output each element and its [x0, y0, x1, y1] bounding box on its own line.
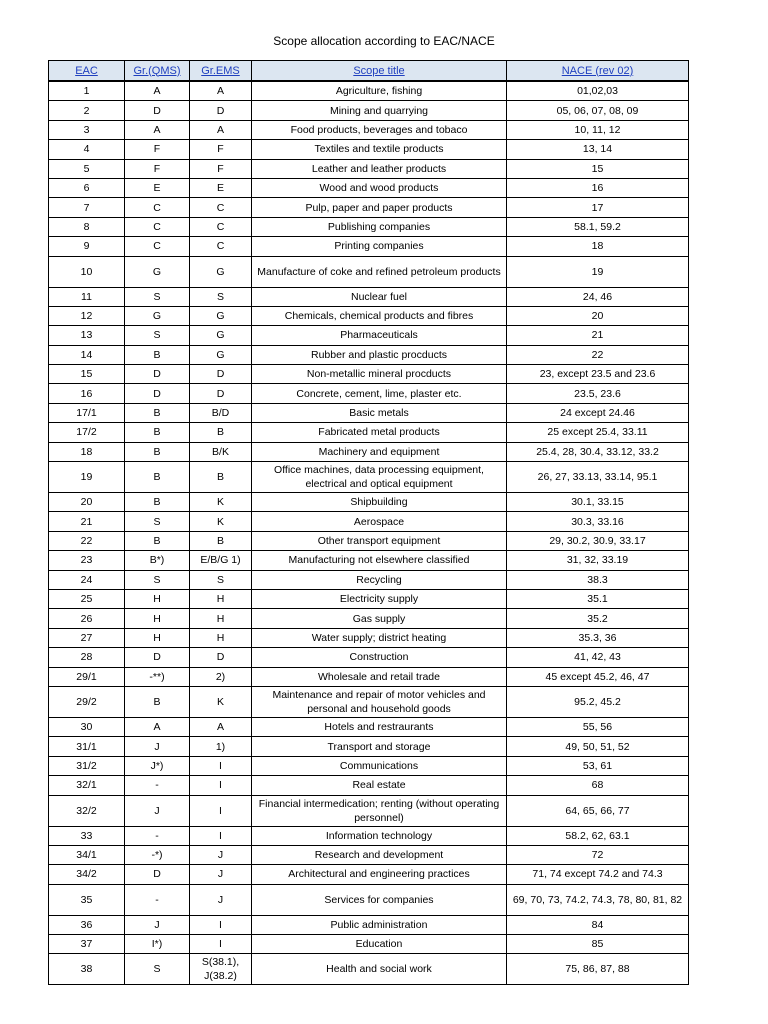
cell-gr-ems: F — [190, 140, 252, 159]
cell-eac: 21 — [49, 512, 125, 531]
cell-gr-ems: I — [190, 756, 252, 775]
cell-eac: 34/1 — [49, 845, 125, 864]
cell-scope-title: Public administration — [252, 915, 507, 934]
cell-scope-title: Machinery and equipment — [252, 442, 507, 461]
table-row — [49, 81, 689, 101]
table-row — [49, 954, 689, 985]
table-row — [49, 865, 689, 884]
cell-nace: 16 — [507, 178, 689, 197]
page-title: Scope allocation according to EAC/NACE — [273, 34, 495, 48]
cell-nace: 24 except 24.46 — [507, 403, 689, 422]
header-eac[interactable]: EAC — [49, 61, 125, 82]
cell-scope-title: Transport and storage — [252, 737, 507, 756]
cell-gr-ems: S — [190, 570, 252, 589]
cell-nace: 35.2 — [507, 609, 689, 628]
cell-gr-ems: C — [190, 217, 252, 236]
cell-gr-qms: B — [125, 442, 190, 461]
cell-gr-qms: - — [125, 884, 190, 915]
cell-gr-ems: F — [190, 159, 252, 178]
table-row — [49, 365, 689, 384]
table-row — [49, 884, 689, 915]
cell-eac: 5 — [49, 159, 125, 178]
cell-gr-qms: C — [125, 237, 190, 256]
table-row — [49, 795, 689, 826]
table-row — [49, 551, 689, 570]
cell-gr-qms: H — [125, 589, 190, 608]
cell-scope-title: Maintenance and repair of motor vehicles and personal and household goods — [252, 686, 507, 717]
cell-nace: 45 except 45.2, 46, 47 — [507, 667, 689, 686]
cell-gr-ems: C — [190, 198, 252, 217]
cell-gr-qms: B — [125, 345, 190, 364]
cell-gr-ems: J — [190, 884, 252, 915]
cell-eac: 13 — [49, 326, 125, 345]
cell-nace: 05, 06, 07, 08, 09 — [507, 101, 689, 120]
cell-gr-ems: H — [190, 609, 252, 628]
cell-gr-qms: -**) — [125, 667, 190, 686]
cell-nace: 25 except 25.4, 33.11 — [507, 423, 689, 442]
table-row — [49, 628, 689, 647]
cell-scope-title: Nuclear fuel — [252, 287, 507, 306]
cell-gr-ems: H — [190, 589, 252, 608]
cell-gr-ems: B — [190, 423, 252, 442]
table-row — [49, 531, 689, 550]
cell-scope-title: Research and development — [252, 845, 507, 864]
cell-gr-ems: G — [190, 256, 252, 287]
cell-gr-ems: B — [190, 531, 252, 550]
table-row — [49, 198, 689, 217]
cell-gr-qms: A — [125, 717, 190, 736]
table-row — [49, 326, 689, 345]
cell-eac: 31/1 — [49, 737, 125, 756]
cell-gr-ems: D — [190, 648, 252, 667]
cell-eac: 26 — [49, 609, 125, 628]
cell-eac: 38 — [49, 954, 125, 985]
cell-nace: 10, 11, 12 — [507, 120, 689, 139]
header-scope-title[interactable]: Scope title — [252, 61, 507, 82]
cell-eac: 20 — [49, 493, 125, 512]
table-row — [49, 159, 689, 178]
cell-nace: 21 — [507, 326, 689, 345]
cell-nace: 71, 74 except 74.2 and 74.3 — [507, 865, 689, 884]
cell-gr-ems: E/B/G 1) — [190, 551, 252, 570]
table-row — [49, 717, 689, 736]
cell-eac: 29/2 — [49, 686, 125, 717]
table-row — [49, 120, 689, 139]
cell-gr-ems: I — [190, 826, 252, 845]
cell-scope-title: Information technology — [252, 826, 507, 845]
cell-scope-title: Financial intermedication; renting (without operating personnel) — [252, 795, 507, 826]
cell-gr-qms: D — [125, 365, 190, 384]
cell-nace: 29, 30.2, 30.9, 33.17 — [507, 531, 689, 550]
cell-gr-qms: D — [125, 648, 190, 667]
cell-scope-title: Services for companies — [252, 884, 507, 915]
cell-gr-ems: K — [190, 512, 252, 531]
cell-eac: 25 — [49, 589, 125, 608]
cell-gr-ems: 2) — [190, 667, 252, 686]
cell-nace: 23.5, 23.6 — [507, 384, 689, 403]
cell-nace: 13, 14 — [507, 140, 689, 159]
cell-scope-title: Electricity supply — [252, 589, 507, 608]
cell-scope-title: Rubber and plastic procducts — [252, 345, 507, 364]
cell-gr-qms: F — [125, 159, 190, 178]
cell-gr-qms: H — [125, 609, 190, 628]
cell-gr-qms: B*) — [125, 551, 190, 570]
table-row — [49, 217, 689, 236]
cell-scope-title: Food products, beverages and tobaco — [252, 120, 507, 139]
cell-gr-qms: C — [125, 217, 190, 236]
header-gr-qms[interactable]: Gr.(QMS) — [125, 61, 190, 82]
cell-scope-title: Construction — [252, 648, 507, 667]
cell-gr-ems: S — [190, 287, 252, 306]
cell-eac: 7 — [49, 198, 125, 217]
cell-eac: 11 — [49, 287, 125, 306]
cell-gr-qms: -*) — [125, 845, 190, 864]
cell-gr-ems: D — [190, 384, 252, 403]
cell-gr-ems: S(38.1), J(38.2) — [190, 954, 252, 985]
cell-gr-ems: K — [190, 686, 252, 717]
cell-nace: 20 — [507, 306, 689, 325]
table-row — [49, 686, 689, 717]
cell-gr-qms: B — [125, 686, 190, 717]
cell-gr-ems: I — [190, 935, 252, 954]
cell-gr-ems: K — [190, 493, 252, 512]
table-row — [49, 589, 689, 608]
cell-scope-title: Basic metals — [252, 403, 507, 422]
cell-nace: 18 — [507, 237, 689, 256]
cell-scope-title: Shipbuilding — [252, 493, 507, 512]
table-header-row — [49, 61, 689, 82]
cell-eac: 4 — [49, 140, 125, 159]
table-row — [49, 237, 689, 256]
cell-nace: 53, 61 — [507, 756, 689, 775]
table-row — [49, 306, 689, 325]
cell-nace: 25.4, 28, 30.4, 33.12, 33.2 — [507, 442, 689, 461]
cell-gr-ems: A — [190, 120, 252, 139]
cell-scope-title: Manufacture of coke and refined petroleum products — [252, 256, 507, 287]
cell-nace: 26, 27, 33.13, 33.14, 95.1 — [507, 462, 689, 493]
table-row — [49, 570, 689, 589]
cell-gr-qms: A — [125, 120, 190, 139]
cell-gr-qms: C — [125, 198, 190, 217]
cell-gr-qms: - — [125, 826, 190, 845]
cell-gr-ems: G — [190, 326, 252, 345]
table-row — [49, 384, 689, 403]
cell-gr-ems: A — [190, 81, 252, 101]
cell-eac: 24 — [49, 570, 125, 589]
cell-gr-qms: A — [125, 81, 190, 101]
cell-scope-title: Other transport equipment — [252, 531, 507, 550]
cell-scope-title: Education — [252, 935, 507, 954]
table-row — [49, 403, 689, 422]
cell-gr-qms: S — [125, 570, 190, 589]
cell-eac: 6 — [49, 178, 125, 197]
cell-scope-title: Textiles and textile products — [252, 140, 507, 159]
cell-nace: 35.3, 36 — [507, 628, 689, 647]
cell-nace: 17 — [507, 198, 689, 217]
cell-nace: 23, except 23.5 and 23.6 — [507, 365, 689, 384]
cell-gr-qms: D — [125, 865, 190, 884]
table-row — [49, 826, 689, 845]
cell-scope-title: Health and social work — [252, 954, 507, 985]
cell-eac: 3 — [49, 120, 125, 139]
cell-nace: 30.1, 33.15 — [507, 493, 689, 512]
cell-gr-qms: B — [125, 462, 190, 493]
cell-nace: 75, 86, 87, 88 — [507, 954, 689, 985]
cell-scope-title: Leather and leather products — [252, 159, 507, 178]
header-nace[interactable]: NACE (rev 02) — [507, 61, 689, 82]
cell-nace: 31, 32, 33.19 — [507, 551, 689, 570]
cell-eac: 32/2 — [49, 795, 125, 826]
cell-scope-title: Office machines, data processing equipment, electrical and optical equipment — [252, 462, 507, 493]
cell-gr-qms: S — [125, 287, 190, 306]
cell-gr-qms: I*) — [125, 935, 190, 954]
cell-nace: 19 — [507, 256, 689, 287]
cell-gr-qms: F — [125, 140, 190, 159]
cell-gr-ems: D — [190, 101, 252, 120]
cell-scope-title: Aerospace — [252, 512, 507, 531]
table-row — [49, 667, 689, 686]
cell-gr-ems: C — [190, 237, 252, 256]
table-row — [49, 345, 689, 364]
cell-eac: 33 — [49, 826, 125, 845]
cell-eac: 27 — [49, 628, 125, 647]
cell-nace: 22 — [507, 345, 689, 364]
cell-eac: 22 — [49, 531, 125, 550]
cell-eac: 1 — [49, 81, 125, 101]
cell-gr-qms: B — [125, 423, 190, 442]
cell-gr-qms: D — [125, 101, 190, 120]
cell-nace: 15 — [507, 159, 689, 178]
cell-scope-title: Water supply; district heating — [252, 628, 507, 647]
cell-gr-ems: B/K — [190, 442, 252, 461]
cell-scope-title: Gas supply — [252, 609, 507, 628]
header-gr-ems[interactable]: Gr.EMS — [190, 61, 252, 82]
cell-gr-qms: D — [125, 384, 190, 403]
cell-gr-ems: G — [190, 306, 252, 325]
cell-nace: 85 — [507, 935, 689, 954]
cell-eac: 17/1 — [49, 403, 125, 422]
cell-nace: 84 — [507, 915, 689, 934]
cell-eac: 14 — [49, 345, 125, 364]
table-row — [49, 512, 689, 531]
table-row — [49, 737, 689, 756]
table-row — [49, 101, 689, 120]
cell-gr-qms: J — [125, 915, 190, 934]
table-row — [49, 648, 689, 667]
table-row — [49, 935, 689, 954]
cell-scope-title: Printing companies — [252, 237, 507, 256]
cell-gr-qms: G — [125, 306, 190, 325]
cell-nace: 58.2, 62, 63.1 — [507, 826, 689, 845]
table-row — [49, 256, 689, 287]
cell-nace: 55, 56 — [507, 717, 689, 736]
table-row — [49, 462, 689, 493]
cell-eac: 36 — [49, 915, 125, 934]
cell-gr-qms: G — [125, 256, 190, 287]
table-row — [49, 287, 689, 306]
cell-gr-qms: J — [125, 737, 190, 756]
cell-gr-qms: B — [125, 531, 190, 550]
cell-gr-ems: I — [190, 795, 252, 826]
cell-gr-qms: B — [125, 493, 190, 512]
cell-nace: 58.1, 59.2 — [507, 217, 689, 236]
cell-nace: 01,02,03 — [507, 81, 689, 101]
cell-eac: 35 — [49, 884, 125, 915]
cell-scope-title: Non-metallic mineral procducts — [252, 365, 507, 384]
table-row — [49, 442, 689, 461]
cell-scope-title: Wood and wood products — [252, 178, 507, 197]
cell-eac: 8 — [49, 217, 125, 236]
cell-eac: 32/1 — [49, 776, 125, 795]
cell-gr-ems: A — [190, 717, 252, 736]
cell-gr-ems: B/D — [190, 403, 252, 422]
cell-gr-qms: - — [125, 776, 190, 795]
cell-gr-ems: H — [190, 628, 252, 647]
cell-gr-ems: G — [190, 345, 252, 364]
cell-scope-title: Real estate — [252, 776, 507, 795]
cell-eac: 19 — [49, 462, 125, 493]
cell-gr-ems: D — [190, 365, 252, 384]
cell-nace: 64, 65, 66, 77 — [507, 795, 689, 826]
cell-nace: 68 — [507, 776, 689, 795]
cell-eac: 30 — [49, 717, 125, 736]
table-row — [49, 140, 689, 159]
cell-eac: 29/1 — [49, 667, 125, 686]
cell-gr-qms: H — [125, 628, 190, 647]
cell-gr-qms: S — [125, 954, 190, 985]
table-row — [49, 423, 689, 442]
cell-eac: 31/2 — [49, 756, 125, 775]
cell-gr-qms: S — [125, 512, 190, 531]
cell-gr-ems: I — [190, 915, 252, 934]
cell-eac: 28 — [49, 648, 125, 667]
cell-nace: 72 — [507, 845, 689, 864]
table-row — [49, 493, 689, 512]
table-row — [49, 609, 689, 628]
cell-nace: 24, 46 — [507, 287, 689, 306]
cell-scope-title: Concrete, cement, lime, plaster etc. — [252, 384, 507, 403]
cell-eac: 15 — [49, 365, 125, 384]
cell-nace: 38.3 — [507, 570, 689, 589]
cell-gr-qms: S — [125, 326, 190, 345]
cell-scope-title: Pharmaceuticals — [252, 326, 507, 345]
cell-nace: 95.2, 45.2 — [507, 686, 689, 717]
table-row — [49, 776, 689, 795]
cell-scope-title: Chemicals, chemical products and fibres — [252, 306, 507, 325]
cell-scope-title: Communications — [252, 756, 507, 775]
cell-nace: 41, 42, 43 — [507, 648, 689, 667]
cell-scope-title: Pulp, paper and paper products — [252, 198, 507, 217]
cell-scope-title: Fabricated metal products — [252, 423, 507, 442]
cell-scope-title: Mining and quarrying — [252, 101, 507, 120]
cell-eac: 18 — [49, 442, 125, 461]
cell-gr-qms: B — [125, 403, 190, 422]
table-body — [49, 81, 689, 985]
cell-eac: 2 — [49, 101, 125, 120]
cell-eac: 10 — [49, 256, 125, 287]
cell-gr-qms: E — [125, 178, 190, 197]
cell-scope-title: Recycling — [252, 570, 507, 589]
table-row — [49, 756, 689, 775]
scope-allocation-table — [48, 60, 689, 985]
cell-gr-qms: J*) — [125, 756, 190, 775]
cell-scope-title: Manufacturing not elsewhere classified — [252, 551, 507, 570]
cell-eac: 23 — [49, 551, 125, 570]
cell-gr-qms: J — [125, 795, 190, 826]
cell-scope-title: Wholesale and retail trade — [252, 667, 507, 686]
cell-gr-ems: B — [190, 462, 252, 493]
cell-nace: 30.3, 33.16 — [507, 512, 689, 531]
cell-gr-ems: I — [190, 776, 252, 795]
cell-eac: 9 — [49, 237, 125, 256]
table-row — [49, 845, 689, 864]
table-row — [49, 178, 689, 197]
cell-eac: 37 — [49, 935, 125, 954]
cell-nace: 35.1 — [507, 589, 689, 608]
cell-gr-ems: J — [190, 865, 252, 884]
table-row — [49, 915, 689, 934]
cell-scope-title: Architectural and engineering practices — [252, 865, 507, 884]
cell-eac: 17/2 — [49, 423, 125, 442]
cell-eac: 12 — [49, 306, 125, 325]
cell-eac: 16 — [49, 384, 125, 403]
cell-eac: 34/2 — [49, 865, 125, 884]
cell-scope-title: Publishing companies — [252, 217, 507, 236]
cell-nace: 69, 70, 73, 74.2, 74.3, 78, 80, 81, 82 — [507, 884, 689, 915]
cell-gr-ems: E — [190, 178, 252, 197]
cell-scope-title: Agriculture, fishing — [252, 81, 507, 101]
cell-gr-ems: 1) — [190, 737, 252, 756]
cell-gr-ems: J — [190, 845, 252, 864]
cell-nace: 49, 50, 51, 52 — [507, 737, 689, 756]
cell-scope-title: Hotels and restraurants — [252, 717, 507, 736]
